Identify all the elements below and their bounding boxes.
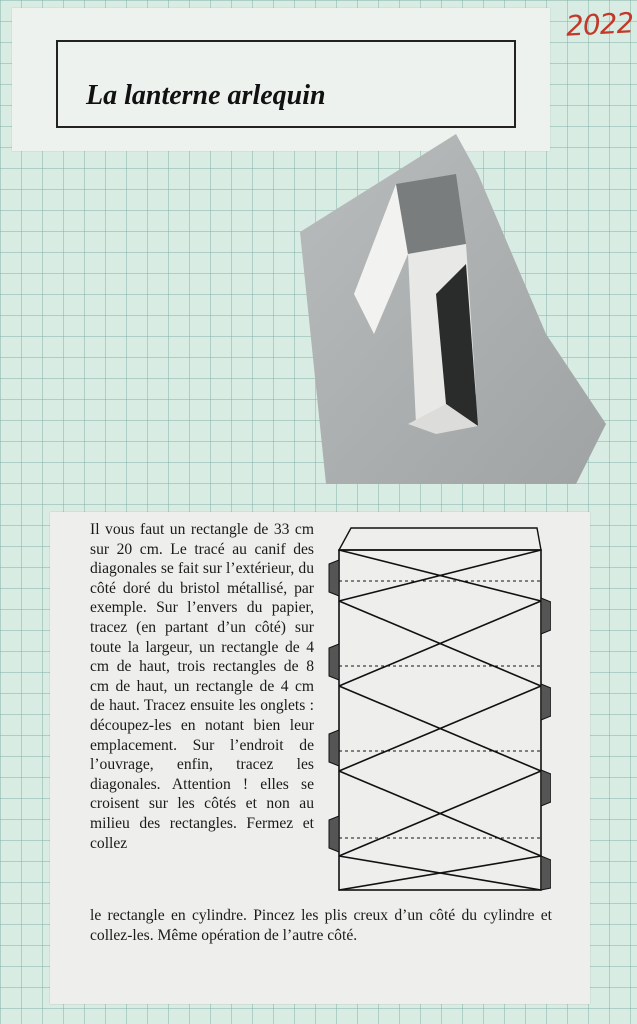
lantern-photo xyxy=(296,134,608,486)
instructions-clipping xyxy=(50,512,590,1004)
instructions-text-end: le rectangle en cylindre. Pincez les plis creux d’un côté du cylindre et collez-les. Même opération de l’autre côté. xyxy=(90,907,552,944)
pattern-diagram xyxy=(327,526,551,908)
handwritten-year: 2022 xyxy=(565,6,635,43)
title-frame xyxy=(56,40,516,128)
instructions-text: Il vous faut un rectangle de 33 cm sur 20 cm. Le tracé au canif des diagonales se fait sur l’extérieur, du côté doré du bristol métallisé, par exemple. Sur l’envers du papier, tracez (en partant d’un côté) sur toute la largeur, un rectangle de 4 cm de haut, trois rectangles de 8 cm de haut, un rectangle de 4 cm de haut. Tracez ensuite les onglets : découpez-les en notant bien leur emplacement. Sur l’endroit de l’ouvrage, enfin, tracez les diagonales. Attention ! elles se croisent sur les côtés et non au milieu des rectangles. Fermez et collez xyxy=(90,521,314,852)
page-title: La lanterne arlequin xyxy=(86,80,326,111)
title-clipping xyxy=(12,8,550,151)
